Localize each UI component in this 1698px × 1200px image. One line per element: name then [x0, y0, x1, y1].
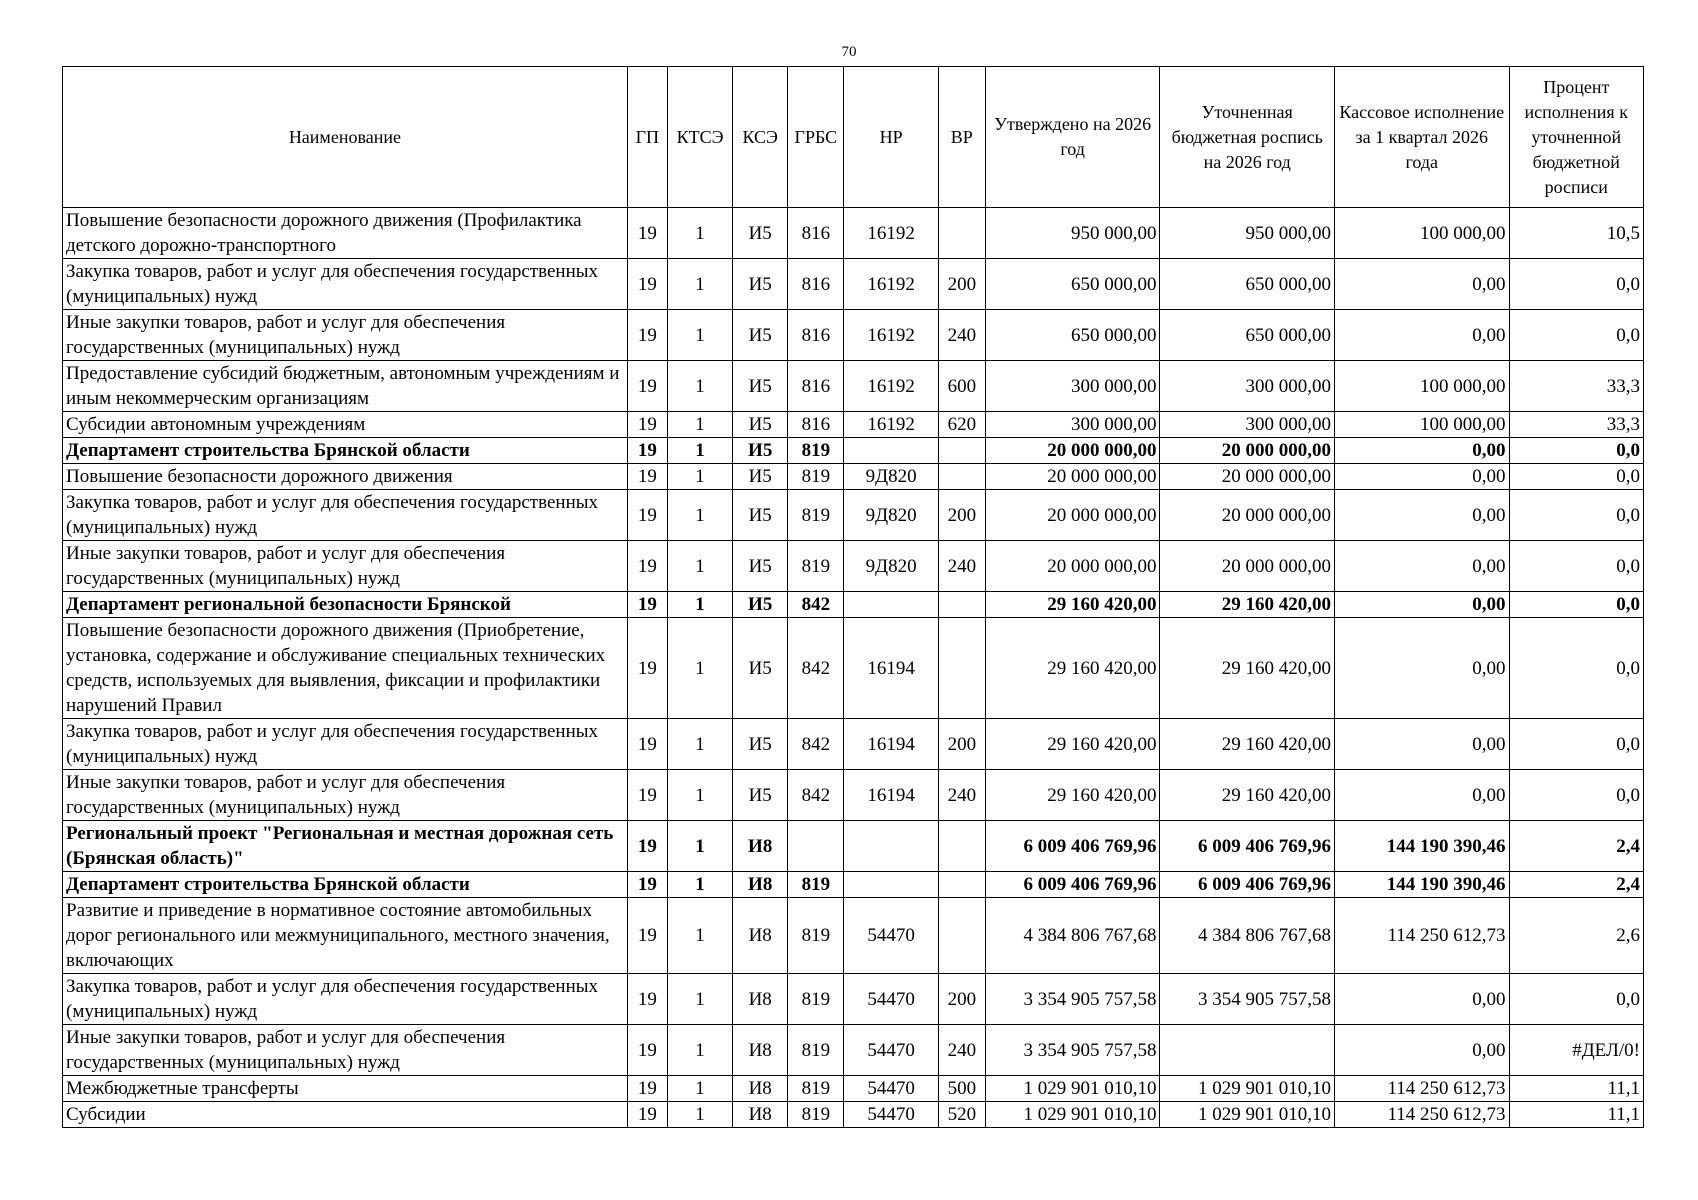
cell-ktse: 1: [667, 1076, 732, 1102]
cell-grbs: 816: [788, 208, 844, 259]
cell-kse: И5: [733, 259, 788, 310]
cell-grbs: 819: [788, 872, 844, 898]
cell-grbs: 819: [788, 1076, 844, 1102]
cell-vr: 620: [938, 412, 985, 438]
cell-ktse: 1: [667, 361, 732, 412]
cell-cash: 114 250 612,73: [1334, 898, 1509, 974]
cell-percent: 11,1: [1509, 1102, 1643, 1128]
cell-nr: 16194: [844, 618, 938, 719]
cell-percent: 33,3: [1509, 361, 1643, 412]
cell-cash: 100 000,00: [1334, 208, 1509, 259]
cell-kse: И5: [733, 412, 788, 438]
cell-refined: 1 029 901 010,10: [1160, 1102, 1335, 1128]
cell-kse: И5: [733, 770, 788, 821]
cell-nr: 16192: [844, 208, 938, 259]
cell-nr: 9Д820: [844, 464, 938, 490]
cell-kse: И5: [733, 464, 788, 490]
table-row: [63, 412, 1644, 438]
cell-percent: 0,0: [1509, 541, 1643, 592]
table-row: [63, 1076, 1644, 1102]
cell-refined: 4 384 806 767,68: [1160, 898, 1335, 974]
cell-ktse: 1: [667, 1025, 732, 1076]
cell-cash: 114 250 612,73: [1334, 1102, 1509, 1128]
cell-cash: 0,00: [1334, 490, 1509, 541]
header-grbs: ГРБС: [788, 67, 844, 208]
cell-approved: 6 009 406 769,96: [985, 821, 1160, 872]
cell-kse: И8: [733, 1025, 788, 1076]
cell-nr: 54470: [844, 898, 938, 974]
cell-nr: 54470: [844, 1025, 938, 1076]
cell-name: Закупка товаров, работ и услуг для обеспечения государственных (муниципальных) нужд: [63, 974, 628, 1025]
cell-kse: И5: [733, 310, 788, 361]
page-number: 70: [841, 44, 857, 60]
cell-cash: 144 190 390,46: [1334, 821, 1509, 872]
cell-grbs: 819: [788, 974, 844, 1025]
cell-gp: 19: [627, 490, 667, 541]
cell-approved: 29 160 420,00: [985, 618, 1160, 719]
table-row: [63, 719, 1644, 770]
cell-approved: 29 160 420,00: [985, 770, 1160, 821]
cell-refined: 29 160 420,00: [1160, 770, 1335, 821]
cell-cash: 100 000,00: [1334, 361, 1509, 412]
table-row: [63, 1102, 1644, 1128]
cell-name: Развитие и приведение в нормативное состояние автомобильных дорог регионального или межмуниципального, местного значения, включающих: [63, 898, 628, 974]
table-row: [63, 541, 1644, 592]
table-body: [63, 208, 1644, 1128]
cell-cash: 0,00: [1334, 464, 1509, 490]
cell-gp: 19: [627, 259, 667, 310]
cell-ktse: 1: [667, 974, 732, 1025]
cell-percent: 33,3: [1509, 412, 1643, 438]
cell-nr: 16194: [844, 719, 938, 770]
cell-vr: 200: [938, 259, 985, 310]
cell-approved: 20 000 000,00: [985, 438, 1160, 464]
cell-name: Повышение безопасности дорожного движения (Профилактика детского дорожно-транспортного: [63, 208, 628, 259]
cell-name: Департамент строительства Брянской области: [63, 872, 628, 898]
cell-gp: 19: [627, 592, 667, 618]
cell-ktse: 1: [667, 464, 732, 490]
cell-vr: 200: [938, 490, 985, 541]
cell-vr: [938, 592, 985, 618]
cell-percent: 0,0: [1509, 974, 1643, 1025]
cell-grbs: 819: [788, 1025, 844, 1076]
cell-refined: 29 160 420,00: [1160, 719, 1335, 770]
cell-vr: 600: [938, 361, 985, 412]
table-row: [63, 592, 1644, 618]
cell-vr: 200: [938, 719, 985, 770]
cell-grbs: [788, 821, 844, 872]
cell-approved: 650 000,00: [985, 310, 1160, 361]
cell-vr: [938, 208, 985, 259]
cell-ktse: 1: [667, 208, 732, 259]
cell-cash: 0,00: [1334, 618, 1509, 719]
cell-cash: 0,00: [1334, 592, 1509, 618]
cell-gp: 19: [627, 618, 667, 719]
cell-refined: 29 160 420,00: [1160, 618, 1335, 719]
cell-cash: 0,00: [1334, 1025, 1509, 1076]
cell-nr: 16192: [844, 361, 938, 412]
cell-refined: 950 000,00: [1160, 208, 1335, 259]
cell-gp: 19: [627, 438, 667, 464]
header-cash: Кассовое исполнение за 1 квартал 2026 года: [1334, 67, 1509, 208]
cell-name: Иные закупки товаров, работ и услуг для обеспечения государственных (муниципальных) нужд: [63, 310, 628, 361]
cell-refined: 6 009 406 769,96: [1160, 821, 1335, 872]
cell-approved: 1 029 901 010,10: [985, 1102, 1160, 1128]
header-percent: Процент исполнения к уточненной бюджетной росписи: [1509, 67, 1643, 208]
cell-vr: 500: [938, 1076, 985, 1102]
cell-name: Закупка товаров, работ и услуг для обеспечения государственных (муниципальных) нужд: [63, 490, 628, 541]
cell-vr: 240: [938, 1025, 985, 1076]
table-row: [63, 770, 1644, 821]
cell-gp: 19: [627, 310, 667, 361]
table-row: [63, 208, 1644, 259]
cell-refined: 20 000 000,00: [1160, 464, 1335, 490]
cell-nr: [844, 592, 938, 618]
cell-approved: 29 160 420,00: [985, 592, 1160, 618]
table-row: [63, 490, 1644, 541]
cell-percent: 0,0: [1509, 592, 1643, 618]
cell-refined: 650 000,00: [1160, 259, 1335, 310]
table-row: [63, 1025, 1644, 1076]
cell-refined: 6 009 406 769,96: [1160, 872, 1335, 898]
cell-approved: 1 029 901 010,10: [985, 1076, 1160, 1102]
cell-name: Иные закупки товаров, работ и услуг для обеспечения государственных (муниципальных) нужд: [63, 541, 628, 592]
cell-nr: 16192: [844, 310, 938, 361]
cell-gp: 19: [627, 208, 667, 259]
cell-refined: 20 000 000,00: [1160, 490, 1335, 541]
cell-gp: 19: [627, 770, 667, 821]
cell-cash: 0,00: [1334, 974, 1509, 1025]
cell-gp: 19: [627, 1076, 667, 1102]
cell-name: Предоставление субсидий бюджетным, автономным учреждениям и иным некоммерческим организациям: [63, 361, 628, 412]
header-approved: Утверждено на 2026 год: [985, 67, 1160, 208]
cell-gp: 19: [627, 1025, 667, 1076]
cell-cash: 0,00: [1334, 259, 1509, 310]
cell-vr: 240: [938, 541, 985, 592]
cell-ktse: 1: [667, 618, 732, 719]
cell-name: Повышение безопасности дорожного движения (Приобретение, установка, содержание и обслуживание специальных технических средств, используемых для выявления, фиксации и профилактики нарушений Правил: [63, 618, 628, 719]
cell-gp: 19: [627, 361, 667, 412]
table-row: [63, 618, 1644, 719]
cell-nr: 16194: [844, 770, 938, 821]
cell-name: Закупка товаров, работ и услуг для обеспечения государственных (муниципальных) нужд: [63, 259, 628, 310]
cell-ktse: 1: [667, 821, 732, 872]
cell-approved: 300 000,00: [985, 412, 1160, 438]
cell-grbs: 842: [788, 592, 844, 618]
cell-gp: 19: [627, 821, 667, 872]
cell-name: Департамент строительства Брянской области: [63, 438, 628, 464]
cell-refined: 3 354 905 757,58: [1160, 974, 1335, 1025]
cell-grbs: 819: [788, 898, 844, 974]
cell-refined: [1160, 1025, 1335, 1076]
cell-cash: 100 000,00: [1334, 412, 1509, 438]
cell-kse: И8: [733, 1076, 788, 1102]
cell-cash: 0,00: [1334, 438, 1509, 464]
table-row: [63, 821, 1644, 872]
cell-gp: 19: [627, 464, 667, 490]
header-kse: КСЭ: [733, 67, 788, 208]
cell-kse: И5: [733, 490, 788, 541]
cell-approved: 950 000,00: [985, 208, 1160, 259]
cell-grbs: 819: [788, 464, 844, 490]
cell-cash: 0,00: [1334, 310, 1509, 361]
table-row: [63, 310, 1644, 361]
cell-vr: 240: [938, 770, 985, 821]
table-row: [63, 464, 1644, 490]
table-header-row: [63, 67, 1644, 208]
cell-kse: И5: [733, 541, 788, 592]
cell-kse: И8: [733, 898, 788, 974]
table-row: [63, 974, 1644, 1025]
cell-approved: 20 000 000,00: [985, 464, 1160, 490]
cell-name: Иные закупки товаров, работ и услуг для обеспечения государственных (муниципальных) нужд: [63, 1025, 628, 1076]
cell-kse: И5: [733, 208, 788, 259]
cell-nr: 54470: [844, 1076, 938, 1102]
cell-ktse: 1: [667, 310, 732, 361]
cell-nr: 54470: [844, 974, 938, 1025]
cell-grbs: 842: [788, 618, 844, 719]
cell-percent: 0,0: [1509, 310, 1643, 361]
cell-percent: #ДЕЛ/0!: [1509, 1025, 1643, 1076]
cell-approved: 29 160 420,00: [985, 719, 1160, 770]
cell-ktse: 1: [667, 259, 732, 310]
cell-cash: 0,00: [1334, 770, 1509, 821]
cell-percent: 2,6: [1509, 898, 1643, 974]
cell-ktse: 1: [667, 898, 732, 974]
cell-cash: 0,00: [1334, 541, 1509, 592]
cell-approved: 650 000,00: [985, 259, 1160, 310]
cell-refined: 29 160 420,00: [1160, 592, 1335, 618]
cell-grbs: 819: [788, 438, 844, 464]
cell-kse: И8: [733, 1102, 788, 1128]
cell-ktse: 1: [667, 872, 732, 898]
cell-nr: [844, 438, 938, 464]
cell-cash: 144 190 390,46: [1334, 872, 1509, 898]
cell-kse: И5: [733, 438, 788, 464]
cell-vr: [938, 872, 985, 898]
header-name: Наименование: [63, 67, 628, 208]
cell-refined: 20 000 000,00: [1160, 438, 1335, 464]
cell-gp: 19: [627, 1102, 667, 1128]
cell-grbs: 842: [788, 719, 844, 770]
cell-approved: 20 000 000,00: [985, 541, 1160, 592]
cell-approved: 20 000 000,00: [985, 490, 1160, 541]
header-refined: Уточненная бюджетная роспись на 2026 год: [1160, 67, 1335, 208]
cell-gp: 19: [627, 412, 667, 438]
cell-ktse: 1: [667, 1102, 732, 1128]
cell-percent: 0,0: [1509, 490, 1643, 541]
cell-ktse: 1: [667, 438, 732, 464]
cell-nr: 9Д820: [844, 490, 938, 541]
cell-name: Закупка товаров, работ и услуг для обеспечения государственных (муниципальных) нужд: [63, 719, 628, 770]
cell-name: Департамент региональной безопасности Брянской: [63, 592, 628, 618]
cell-refined: 20 000 000,00: [1160, 541, 1335, 592]
table-row: [63, 898, 1644, 974]
cell-ktse: 1: [667, 412, 732, 438]
cell-kse: И5: [733, 618, 788, 719]
cell-grbs: 816: [788, 310, 844, 361]
cell-percent: 0,0: [1509, 259, 1643, 310]
header-ktse: КТСЭ: [667, 67, 732, 208]
cell-gp: 19: [627, 872, 667, 898]
cell-vr: 240: [938, 310, 985, 361]
table-row: [63, 259, 1644, 310]
cell-kse: И8: [733, 821, 788, 872]
cell-kse: И5: [733, 592, 788, 618]
cell-gp: 19: [627, 541, 667, 592]
table-row: [63, 361, 1644, 412]
cell-gp: 19: [627, 974, 667, 1025]
cell-nr: 54470: [844, 1102, 938, 1128]
cell-kse: И5: [733, 361, 788, 412]
cell-vr: 200: [938, 974, 985, 1025]
budget-table: [62, 66, 1644, 1128]
cell-percent: 0,0: [1509, 719, 1643, 770]
cell-approved: 3 354 905 757,58: [985, 1025, 1160, 1076]
cell-name: Межбюджетные трансферты: [63, 1076, 628, 1102]
cell-percent: 0,0: [1509, 438, 1643, 464]
cell-name: Повышение безопасности дорожного движения: [63, 464, 628, 490]
cell-vr: [938, 464, 985, 490]
header-gp: ГП: [627, 67, 667, 208]
cell-name: Региональный проект "Региональная и местная дорожная сеть (Брянская область)": [63, 821, 628, 872]
cell-approved: 6 009 406 769,96: [985, 872, 1160, 898]
cell-cash: 114 250 612,73: [1334, 1076, 1509, 1102]
table-row: [63, 438, 1644, 464]
cell-gp: 19: [627, 898, 667, 974]
cell-kse: И8: [733, 974, 788, 1025]
table-row: [63, 872, 1644, 898]
cell-grbs: 842: [788, 770, 844, 821]
cell-nr: 16192: [844, 412, 938, 438]
cell-percent: 0,0: [1509, 618, 1643, 719]
cell-percent: 10,5: [1509, 208, 1643, 259]
cell-grbs: 816: [788, 412, 844, 438]
cell-vr: 520: [938, 1102, 985, 1128]
cell-vr: [938, 438, 985, 464]
cell-nr: [844, 821, 938, 872]
cell-ktse: 1: [667, 719, 732, 770]
cell-percent: 2,4: [1509, 821, 1643, 872]
cell-grbs: 819: [788, 541, 844, 592]
cell-percent: 0,0: [1509, 464, 1643, 490]
cell-kse: И5: [733, 719, 788, 770]
cell-approved: 4 384 806 767,68: [985, 898, 1160, 974]
cell-refined: 650 000,00: [1160, 310, 1335, 361]
cell-name: Субсидии автономным учреждениям: [63, 412, 628, 438]
cell-nr: 16192: [844, 259, 938, 310]
cell-percent: 11,1: [1509, 1076, 1643, 1102]
cell-approved: 300 000,00: [985, 361, 1160, 412]
cell-ktse: 1: [667, 490, 732, 541]
cell-name: Субсидии: [63, 1102, 628, 1128]
cell-nr: 9Д820: [844, 541, 938, 592]
cell-ktse: 1: [667, 541, 732, 592]
cell-vr: [938, 898, 985, 974]
cell-percent: 2,4: [1509, 872, 1643, 898]
cell-refined: 1 029 901 010,10: [1160, 1076, 1335, 1102]
cell-gp: 19: [627, 719, 667, 770]
cell-kse: И8: [733, 872, 788, 898]
cell-approved: 3 354 905 757,58: [985, 974, 1160, 1025]
cell-name: Иные закупки товаров, работ и услуг для обеспечения государственных (муниципальных) нужд: [63, 770, 628, 821]
cell-grbs: 819: [788, 490, 844, 541]
cell-ktse: 1: [667, 592, 732, 618]
cell-grbs: 819: [788, 1102, 844, 1128]
cell-grbs: 816: [788, 361, 844, 412]
cell-refined: 300 000,00: [1160, 361, 1335, 412]
cell-vr: [938, 821, 985, 872]
cell-nr: [844, 872, 938, 898]
cell-cash: 0,00: [1334, 719, 1509, 770]
cell-vr: [938, 618, 985, 719]
cell-grbs: 816: [788, 259, 844, 310]
header-vr: ВР: [938, 67, 985, 208]
cell-refined: 300 000,00: [1160, 412, 1335, 438]
cell-percent: 0,0: [1509, 770, 1643, 821]
cell-ktse: 1: [667, 770, 732, 821]
header-nr: НР: [844, 67, 938, 208]
